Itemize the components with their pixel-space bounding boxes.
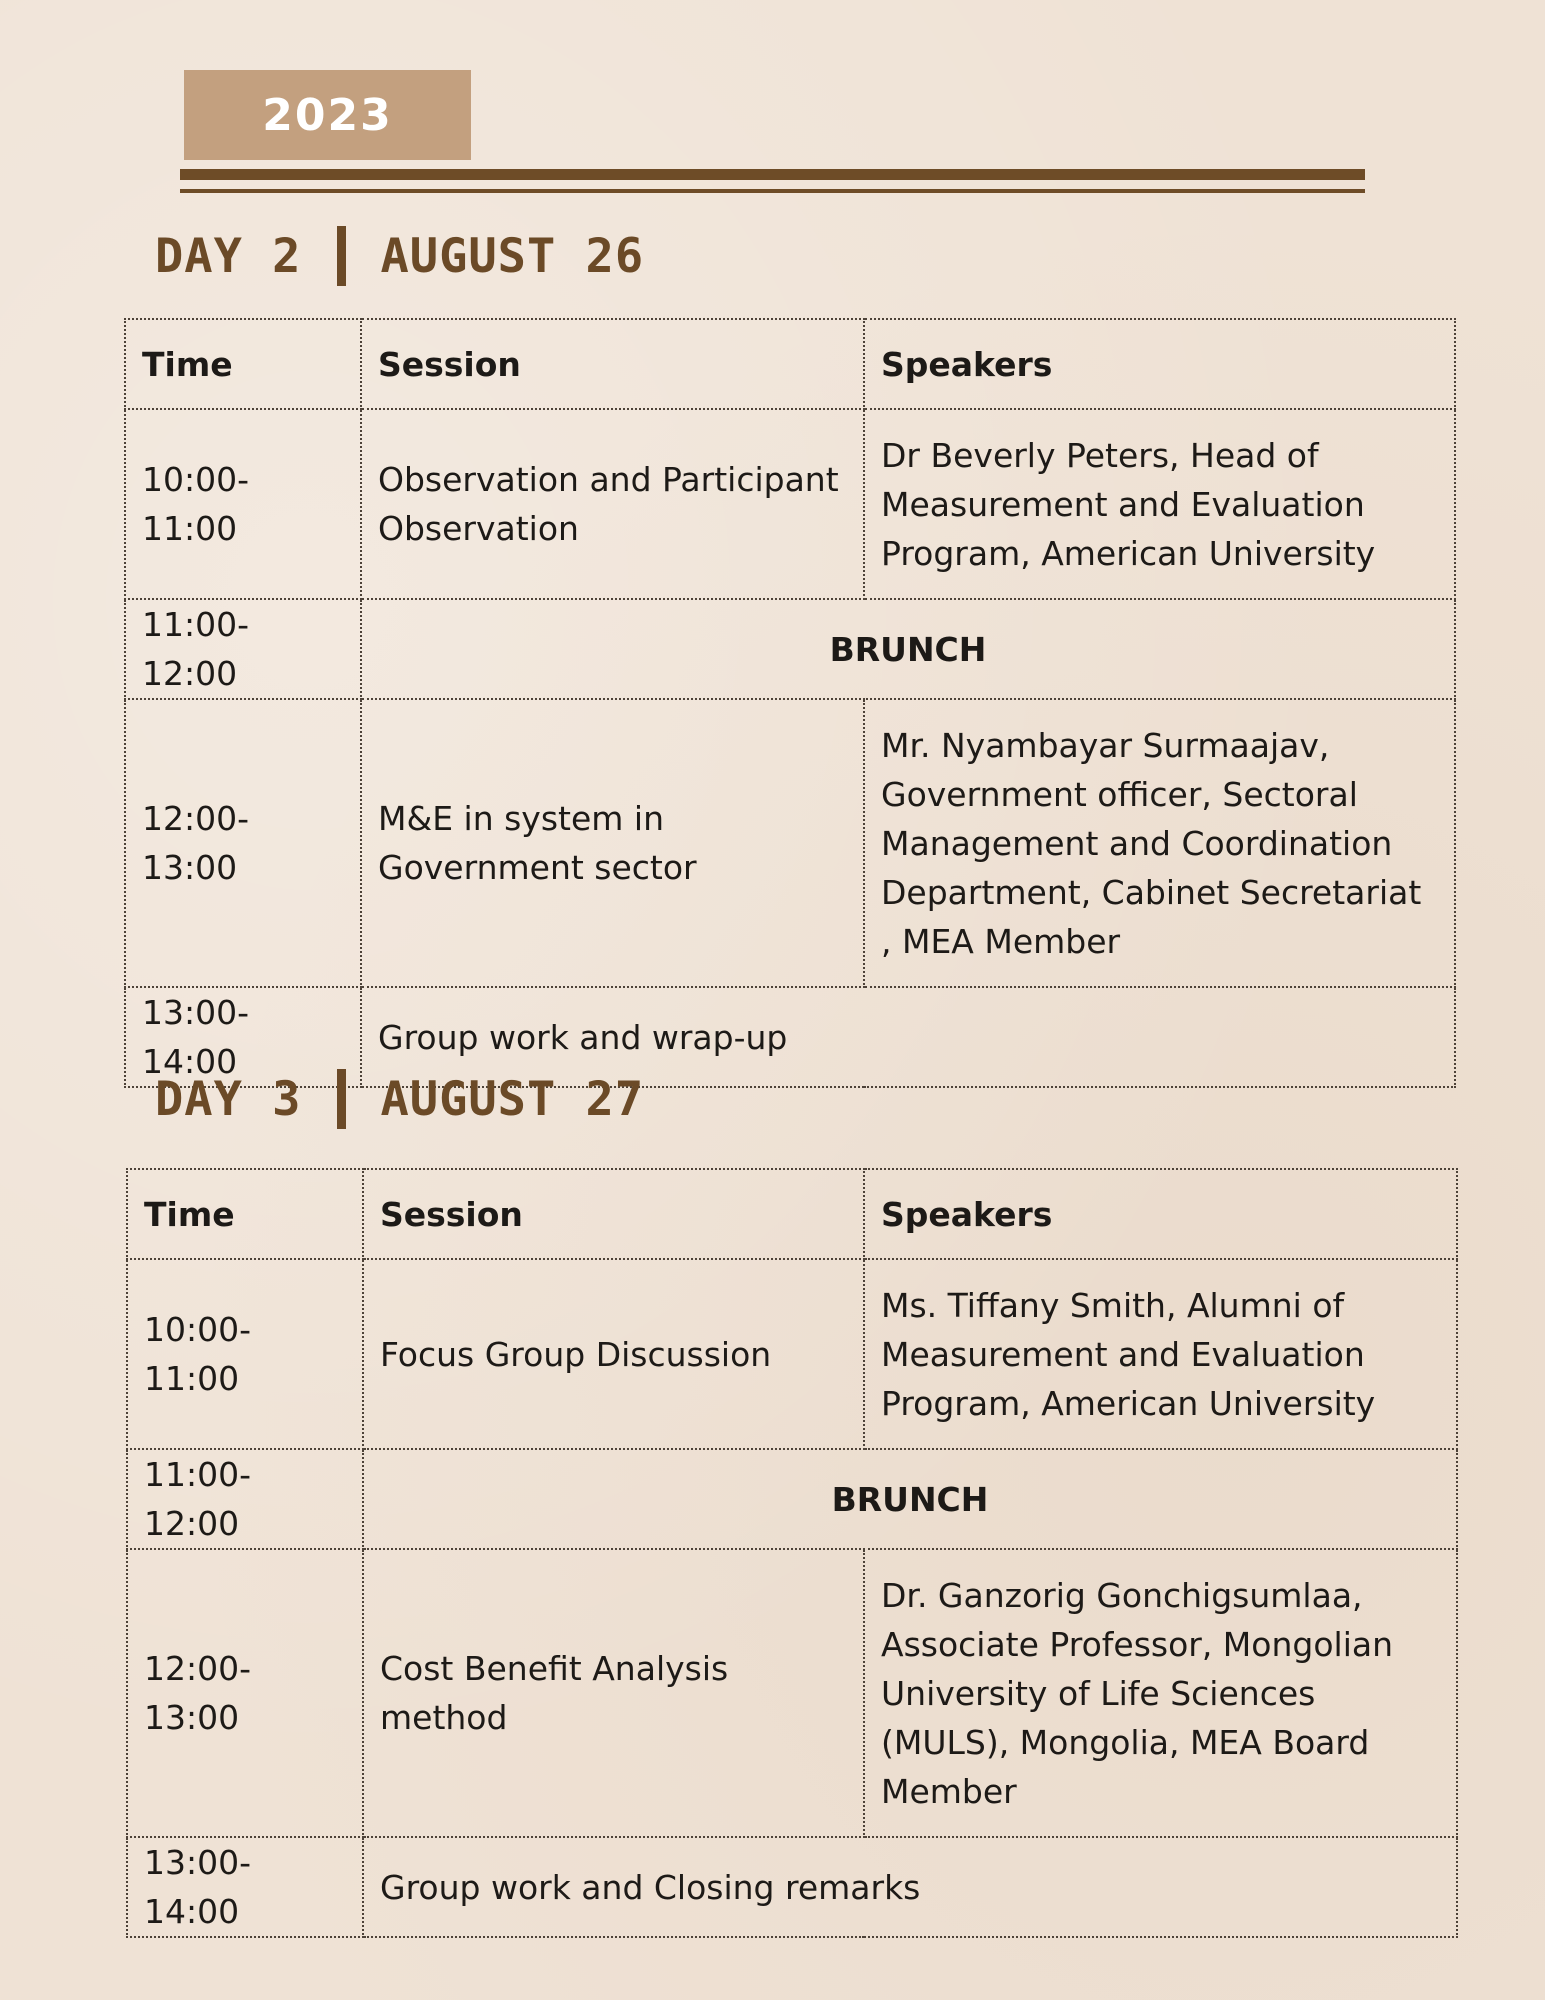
time-cell: 11:00-12:00 (127, 1449, 363, 1549)
time-cell: 11:00-12:00 (125, 599, 361, 699)
session-cell: Observation and Participant Observation (361, 409, 864, 599)
header-session: Session (361, 319, 864, 409)
day-label: DAY 3 (155, 1071, 302, 1127)
speakers-cell: Mr. Nyambayar Surmaajav, Government officer, Sectoral Management and Coordination Department, Cabinet Secretariat , MEA Member (864, 699, 1455, 987)
session-cell: M&E in system in Government sector (361, 699, 864, 987)
header-speakers: Speakers (864, 1169, 1457, 1259)
brunch-cell: BRUNCH (361, 599, 1455, 699)
heading-separator (337, 1069, 346, 1129)
header-rule-thick (180, 169, 1365, 180)
speakers-cell: Ms. Tiffany Smith, Alumni of Measurement and Evaluation Program, American University (864, 1259, 1457, 1449)
table-header-row (125, 319, 1455, 409)
table-row (127, 1549, 1457, 1837)
speakers-cell: Dr Beverly Peters, Head of Measurement and Evaluation Program, American University (864, 409, 1455, 599)
header-time: Time (125, 319, 361, 409)
speakers-cell: Dr. Ganzorig Gonchigsumlaa, Associate Professor, Mongolian University of Life Sciences (MULS), Mongolia, MEA Board Member (864, 1549, 1457, 1837)
table-row (125, 599, 1455, 699)
day-3-schedule-table (126, 1168, 1458, 1938)
time-cell: 13:00-14:00 (127, 1837, 363, 1937)
time-cell: 10:00-11:00 (127, 1259, 363, 1449)
table-row (127, 1837, 1457, 1937)
header-time: Time (127, 1169, 363, 1259)
table-row (125, 409, 1455, 599)
day-2-heading (155, 226, 644, 286)
session-cell: Group work and Closing remarks (363, 1837, 1457, 1937)
date-label: AUGUST 27 (380, 1071, 645, 1127)
time-cell: 12:00-13:00 (125, 699, 361, 987)
table-row (125, 699, 1455, 987)
time-cell: 12:00-13:00 (127, 1549, 363, 1837)
table-row (127, 1449, 1457, 1549)
header-rule-thin (180, 189, 1365, 193)
date-label: AUGUST 26 (380, 228, 645, 284)
session-cell: Cost Benefit Analysis method (363, 1549, 864, 1837)
time-cell: 10:00-11:00 (125, 409, 361, 599)
brunch-cell: BRUNCH (363, 1449, 1457, 1549)
table-row (127, 1259, 1457, 1449)
table-header-row (127, 1169, 1457, 1259)
session-cell: Focus Group Discussion (363, 1259, 864, 1449)
header-session: Session (363, 1169, 864, 1259)
day-label: DAY 2 (155, 228, 302, 284)
session-cell: Group work and wrap-up (361, 987, 1455, 1087)
heading-separator (337, 226, 346, 286)
year-badge: 2023 (184, 70, 471, 160)
time-cell: 13:00-14:00 (125, 987, 361, 1087)
day-3-heading (155, 1069, 644, 1129)
header-speakers: Speakers (864, 319, 1455, 409)
day-2-schedule-table (124, 318, 1456, 1088)
